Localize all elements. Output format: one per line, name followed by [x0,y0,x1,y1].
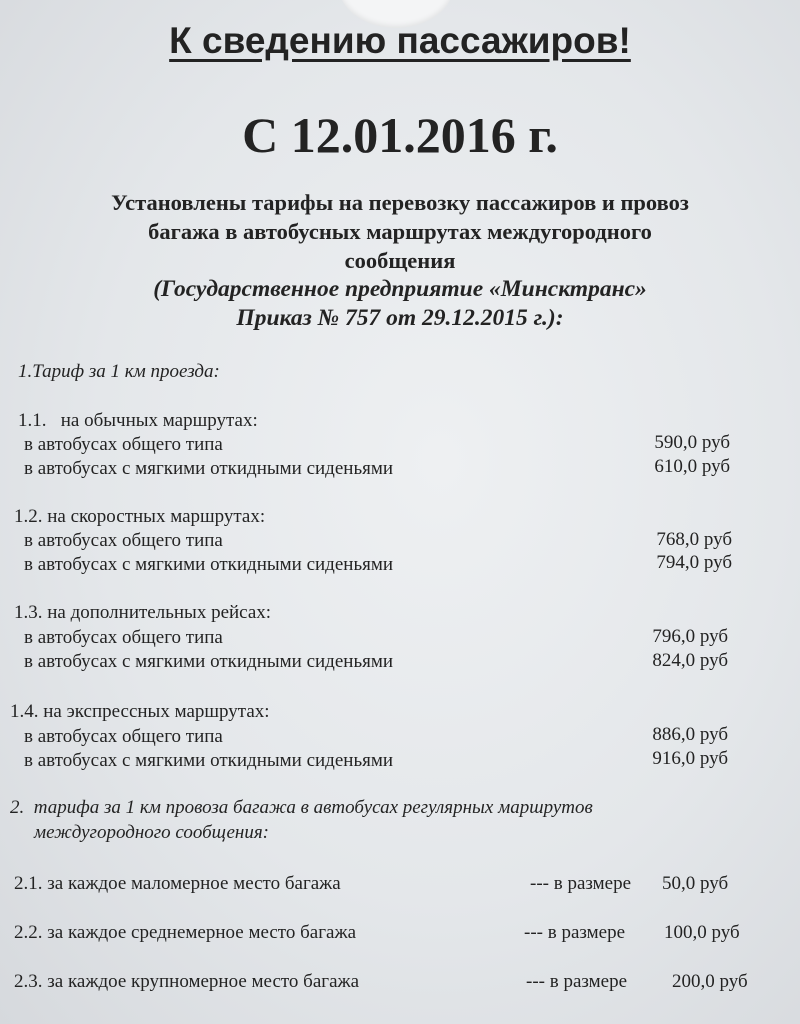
group-1-2-row-2-label: в автобусах с мягкими откидными сиденьями [24,554,394,575]
group-1-3-row-1-label: в автобусах общего типа [24,627,223,648]
baggage-item-1-size: --- в размере [530,873,632,894]
baggage-item-3-label: 2.3. за каждое крупномерное место багажа [14,971,360,992]
baggage-item-3-price: 200,0 руб [672,971,748,992]
group-1-4-row-1-price: 886,0 руб [652,724,728,745]
group-1-4-row-1-label: в автобусах общего типа [24,726,223,747]
effective-date: С 12.01.2016 г. [242,107,558,163]
group-1-3-row-1-price: 796,0 руб [652,626,728,647]
group-1-4-title: 1.4. на экспрессных маршрутах: [10,701,270,722]
intro-line-1: Установлены тарифы на перевозку пассажиров и провоз [111,190,689,215]
group-1-3-row-2-label: в автобусах с мягкими откидными сиденьями [24,651,394,672]
group-1-2-row-1-label: в автобусах общего типа [24,530,223,551]
section-1-heading: 1.Тариф за 1 км проезда: [18,361,220,382]
group-1-4-row-2-price: 916,0 руб [652,748,728,769]
intro-line-2: багажа в автобусных маршрутах междугородного [148,219,652,244]
baggage-item-3-size: --- в размере [526,971,628,992]
baggage-item-1-price: 50,0 руб [662,873,729,894]
section-2-heading-line-2: междугородного сообщения: [34,822,270,843]
group-1-1-row-2-label: в автобусах с мягкими откидными сиденьями [24,458,394,479]
baggage-item-1-label: 2.1. за каждое маломерное место багажа [14,873,341,894]
group-1-2-row-2-price: 794,0 руб [656,552,732,573]
baggage-item-2-label: 2.2. за каждое среднемерное место багажа [14,922,356,943]
notice-title: К сведению пассажиров! [169,20,631,61]
group-1-2-row-1-price: 768,0 руб [656,529,732,550]
intro-block [0,188,800,333]
group-1-3-title: 1.3. на дополнительных рейсах: [14,602,272,623]
group-1-2-title: 1.2. на скоростных маршрутах: [14,506,266,527]
baggage-item-2-price: 100,0 руб [664,922,740,943]
section-2-heading-line-1: 2. тарифа за 1 км провоза багажа в автобусах регулярных маршрутов [10,797,593,818]
group-1-1-row-2-price: 610,0 руб [654,456,730,477]
baggage-item-2-size: --- в размере [524,922,626,943]
group-1-1-row-1-price: 590,0 руб [654,432,730,453]
group-1-4-row-2-label: в автобусах с мягкими откидными сиденьями [24,750,394,771]
organization-line: (Государственное предприятие «Минсктранс» [153,276,647,302]
order-line: Приказ № 757 от 29.12.2015 г.): [236,305,564,331]
group-1-1-title: 1.1. на обычных маршрутах: [18,410,258,431]
group-1-3-row-2-price: 824,0 руб [652,650,728,671]
intro-line-3: сообщения [344,248,456,273]
group-1-1-row-1-label: в автобусах общего типа [24,434,223,455]
